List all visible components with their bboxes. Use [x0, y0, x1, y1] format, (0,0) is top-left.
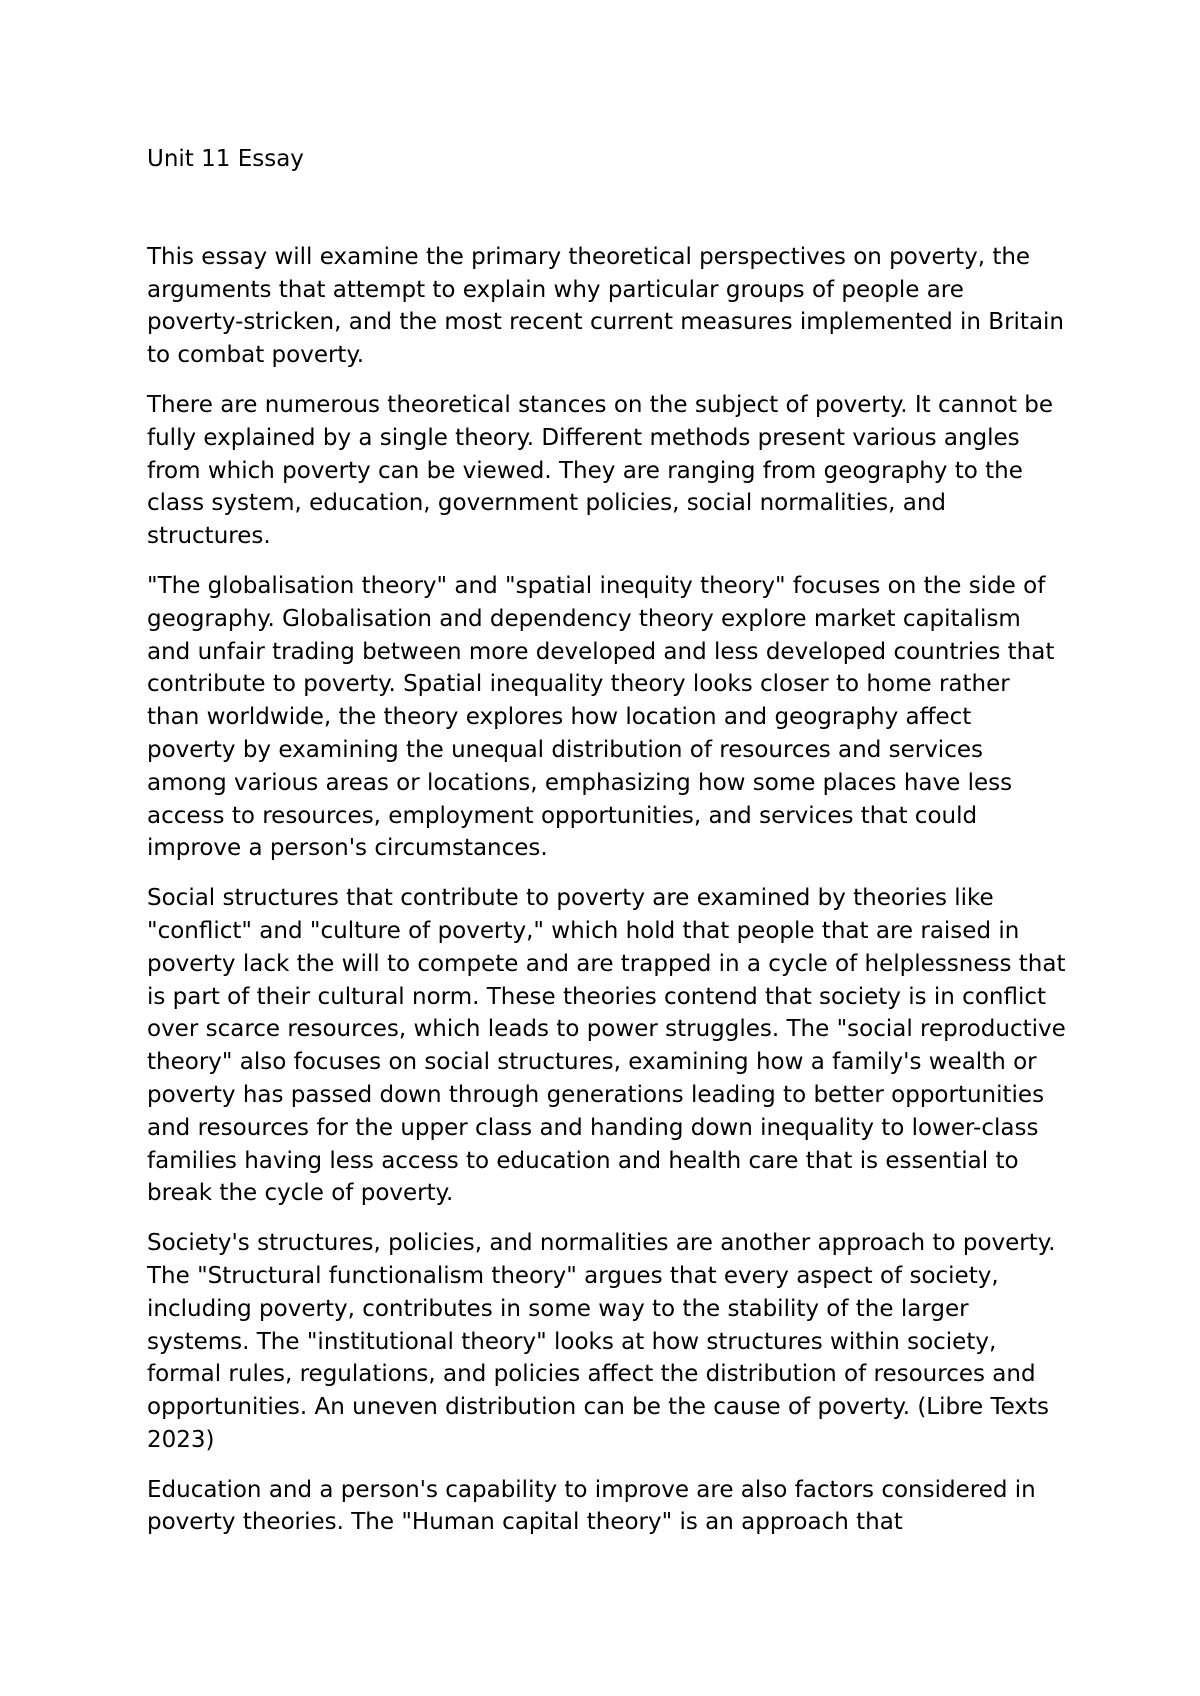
paragraph-education: Education and a person's capability to improve are also factors considered in poverty theories. The "Human capital theory" is an approach that [147, 1476, 1036, 1536]
document-title: Unit 11 Essay [147, 146, 304, 172]
paragraph-structures-policies: Society's structures, policies, and normalities are another approach to poverty. The "Structural functionalism theory" argues that every aspect of society, including poverty, contributes in some way to the stability of the larger systems. The "institutional theory" looks at how structures within society, formal rules, regulations, and policies affect the distribution of resources and opportunities. An uneven distribution can be the cause of poverty. (Libre Texts 2023) [147, 1230, 1056, 1453]
paragraph-geography-theories: "The globalisation theory" and "spatial inequity theory" focuses on the side of geography. Globalisation and dependency theory explore market capitalism and unfair trading between more developed and less developed countries that contribute to poverty. Spatial inequality theory looks closer to home rather than worldwide, the theory explores how location and geography affect poverty by examining the unequal distribution of resources and services among various areas or locations, emphasizing how some places have less access to resources, employment opportunities, and services that could improve a person's circumstances. [147, 572, 1055, 862]
paragraph-social-structures: Social structures that contribute to poverty are examined by theories like "conflict" and "culture of poverty," which hold that people that are raised in poverty lack the will to compete and are trapped in a cycle of helplessness that is part of their cultural norm. These theories contend that society is in conflict over scarce resources, which leads to power struggles. The "social reproductive theory" also focuses on social structures, examining how a family's wealth or poverty has passed down through generations leading to better opportunities and resources for the upper class and handing down inequality to lower-class families having less access to education and health care that is essential to break the cycle of poverty. [147, 885, 1066, 1207]
paragraph-intro: This essay will examine the primary theoretical perspectives on poverty, the arguments that attempt to explain why particular groups of people are poverty-stricken, and the most recent current measures implemented in Britain to combat poverty. [147, 243, 1065, 369]
document-body [147, 143, 1067, 1556]
title-spacer [147, 176, 1067, 241]
paragraph-theoretical-stances: There are numerous theoretical stances on the subject of poverty. It cannot be fully explained by a single theory. Different methods present various angles from which poverty can be viewed. They are ranging from geography to the class system, education, government policies, social normalities, and structures. [147, 391, 1054, 550]
